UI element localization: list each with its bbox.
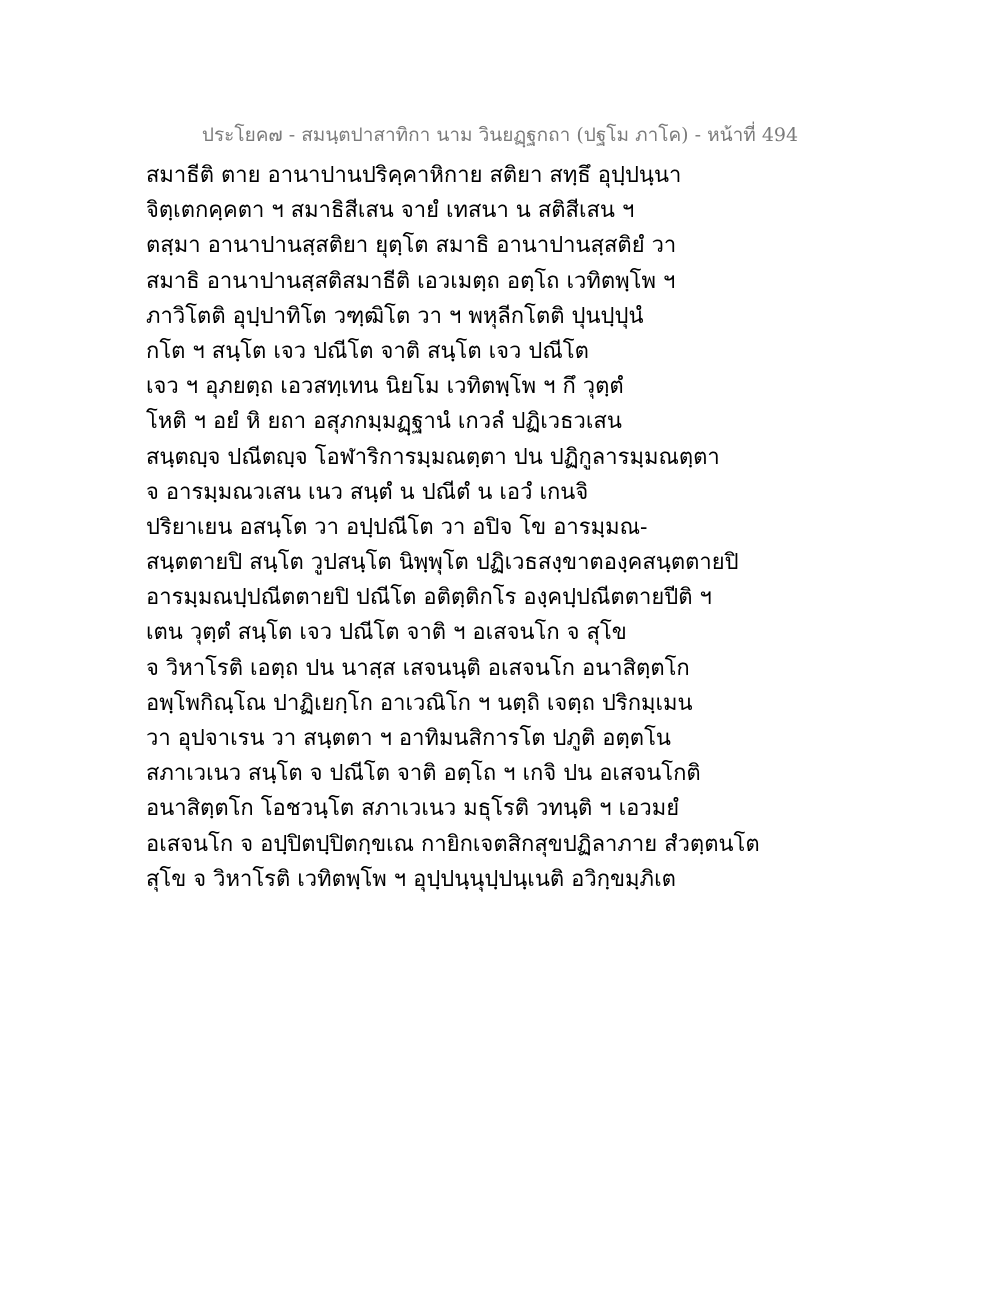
text-line: อารมฺมณปฺปณีตตายปิ ปณีโต อติตฺติกโร องฺคปฺปณีตตายปีติ ฯ — [146, 585, 712, 611]
text-line: โหติ ฯ อยํ หิ ยถา อสุภกมฺมฏฺฐานํ เกวลํ ปฏิเวธวเสน — [146, 409, 622, 435]
text-line: อเสจนโก จ อปฺปิตปฺปิตกฺขเณ กายิกเจตสิกสุขปฏิลาภาย สํวตฺตนโต — [146, 831, 760, 857]
text-line: จ วิหาโรติ เอตฺถ ปน นาสฺส เสจนนฺติ อเสจนโก อนาสิตฺตโก — [146, 655, 690, 681]
text-line: จ อารมฺมณวเสน เนว สนฺตํ น ปณีตํ น เอวํ เกนจิ — [146, 479, 589, 505]
text-line: ภาวิโตติ อุปฺปาทิโต วฑฺฒิโต วา ฯ พหุลีกโตติ ปุนปฺปุนํ — [146, 303, 644, 329]
text-line: สภาเวเนว สนฺโต จ ปณีโต จาติ อตฺโถ ฯ เกจิ ปน อเสจนโกติ — [146, 761, 701, 787]
text-line: สนฺตญฺจ ปณีตญฺจ โอฬาริการมฺมณตฺตา ปน ปฏิกูลารมฺมณตฺตา — [146, 444, 720, 470]
text-line: สมาธิ อานาปานสฺสติสมาธีติ เอวเมตฺถ อตฺโถ เวทิตพฺโพ ฯ — [146, 268, 676, 294]
text-line: อพฺโพกิณฺโณ ปาฏิเยกฺโก อาเวณิโก ฯ นตฺถิ เจตฺถ ปริกมฺเมน — [146, 690, 693, 716]
text-line: ปริยาเยน อสนฺโต วา อปฺปณีโต วา อปิจ โข อารมฺมณ- — [146, 514, 648, 540]
text-line: เจว ฯ อุภยตฺถ เอวสทฺเทน นิยโม เวทิตพฺโพ ฯ กึ วุตฺตํ — [146, 374, 624, 400]
text-line: อนาสิตฺตโก โอชวนฺโต สภาเวเนว มธุโรติ วทนฺติ ฯ เอวมยํ — [146, 796, 680, 822]
text-line: สมาธีติ ตาย อานาปานปริคฺคาหิกาย สติยา สทฺธึ อุปฺปนฺนา — [146, 163, 682, 188]
running-header: ประโยค๗ - สมนฺตปาสาทิกา นาม วินยฏฺฐกถา (ปฐโม ภาโค) - หน้าที่ 494 — [201, 124, 799, 146]
text-line: จิตฺเตกคฺคตา ฯ สมาธิสีเสน จายํ เทสนา น สติสีเสน ฯ — [146, 198, 635, 224]
text-line: วา อุปจาเรน วา สนฺตตา ฯ อาทิมนสิการโต ปภูติ อตฺตโน — [146, 726, 671, 751]
text-line: สุโข จ วิหาโรติ เวทิตพฺโพ ฯ อุปฺปนฺนุปฺปนฺเนติ อวิกฺขมฺภิเต — [146, 866, 676, 892]
text-line: สนฺตตายปิ สนฺโต วูปสนฺโต นิพฺพุโต ปฏิเวธสงฺขาตองฺคสนฺตตายปิ — [146, 550, 739, 576]
text-line: เตน วุตฺตํ สนฺโต เจว ปณีโต จาติ ฯ อเสจนโก จ สุโข — [146, 620, 627, 646]
body-text — [146, 158, 760, 897]
text-line: กโต ฯ สนฺโต เจว ปณีโต จาติ สนฺโต เจว ปณีโต — [146, 338, 589, 364]
text-line: ตสฺมา อานาปานสฺสติยา ยุตฺโต สมาธิ อานาปานสฺสติยํ วา — [146, 233, 677, 259]
